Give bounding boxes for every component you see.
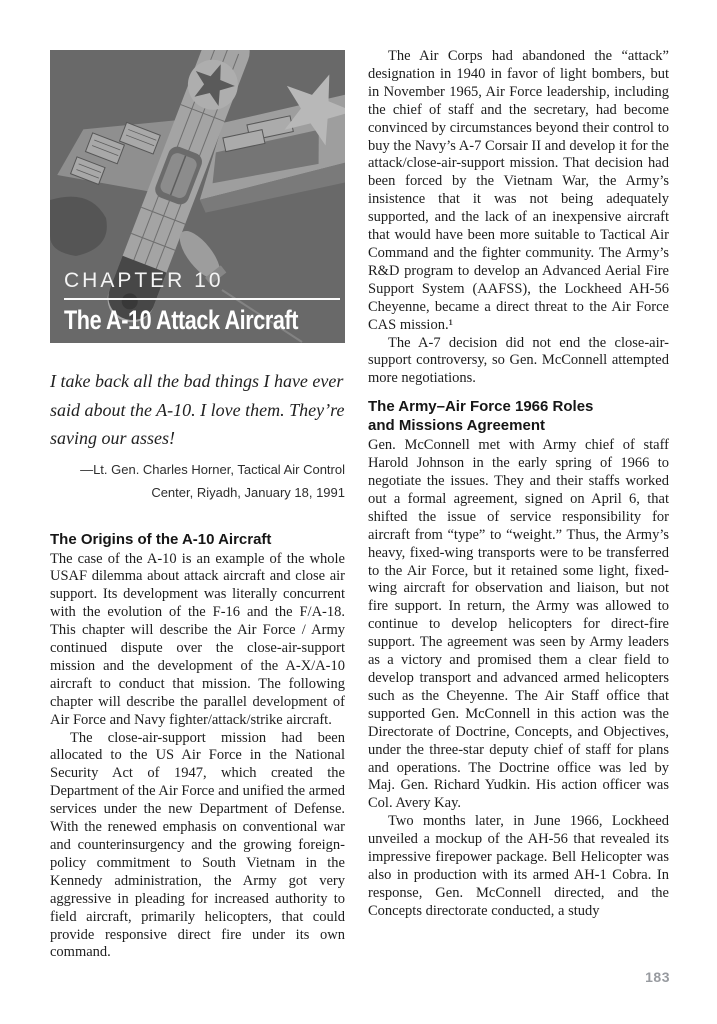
chapter-kicker: CHAPTER 10: [64, 269, 224, 292]
section-heading-roles-missions: [368, 397, 669, 435]
paragraph: The A-7 decision did not end the close-air-support controversy, so Gen. McConnell attempted more negotiations.: [368, 334, 669, 387]
right-column: [368, 48, 669, 921]
epigraph-quote: I take back all the bad things I have ever said about the A-10. I love them. They’re saving our asses!: [50, 371, 345, 448]
section-heading-origins: The Origins of the A-10 Aircraft: [50, 530, 272, 548]
paragraph: The Air Corps had abandoned the “attack” designation in 1940 in favor of light bombers, but in November 1965, Air Force leadership, including the chief of staff and the secretary, had become convinced by circumstances beyond their control to buy the Navy’s A-7 Corsair II and develop it for the attack/close-air-support mission. That decision had been forced by the Vietnam War, the Army’s insistence that it was not being adequately supported, and the lack of an inexpensive aircraft that would have been more suitable to Tactical Air Command and the fighter community. The Army’s R&D program to develop an Advanced Aerial Fire Support System (AAFSS), the Lockheed AH-56 Cheyenne, became a direct threat to the Air Force CAS mission.¹: [368, 48, 669, 333]
paragraph: The close-air-support mission had been allocated to the US Air Force in the National Security Act of 1947, which created the Department of the Air Force and unified the armed services under the new Department of Defense. With the renewed emphasis on conventional war and counterinsurgency and the growing foreign-policy commitment to South Vietnam in the Kennedy administration, the Army got very aggressive in pleading for increased authority to field aircraft, primarily helicopters, that could provide responsive direct fire under its own command.: [50, 729, 345, 961]
page-number: 183: [645, 969, 670, 985]
chapter-text-block: [64, 269, 340, 336]
section-heading-line-2: and Missions Agreement: [368, 417, 545, 435]
paragraph: Gen. McConnell met with Army chief of staff Harold Johnson in the early spring of 1966 to negotiate the issues. They and their staffs worked out a formal agreement, signed on April 6, that shifted the issue of service responsibility for aircraft from “type” to “weight.” Thus, the Army’s heavy, fixed-wing transports were to be transferred to the Air Force, but it retained some light, fixed-wing aircraft for observation and liaison, but not fire support. In return, the Army was allowed to continue to develop helicopters for direct-fire support. The agreement was seen by Army leaders as a victory and promised them a clear field to develop transport and advanced armed helicopters such as the Cheyenne. The Air Staff office that supported Gen. McConnell in this action was the Directorate of Doctrine, Concepts, and Objectives, under the three-star deputy chief of staff for plans and operations. The Doctrine office was led by Maj. Gen. Richard Yudkin. His action officer was Col. Avery Kay.: [368, 437, 669, 812]
chapter-title: The A-10 Attack Aircraft: [64, 305, 299, 335]
left-column: [50, 50, 345, 962]
chapter-header-box: [50, 50, 345, 343]
section-heading-line-1: The Army–Air Force 1966 Roles: [368, 398, 594, 416]
chapter-rule: [64, 298, 340, 300]
paragraph: Two months later, in June 1966, Lockheed unveiled a mockup of the AH-56 that revealed its impressive firepower package. Bell Helicopter was also in production with its armed AH-1 Cobra. In response, Gen. McConnell directed, and the Concepts directorate conducted, a study: [368, 813, 669, 919]
epigraph-attribution: [50, 458, 345, 504]
attribution-line-2: Center, Riyadh, January 18, 1991: [151, 484, 345, 500]
paragraph: The case of the A-10 is an example of the whole USAF dilemma about attack aircraft and close air support. Its development was literally concurrent with the evolution of the F-16 and the F/A-18. This chapter will describe the Air Force / Army continued dispute over the close-air-support mission and the development of the A-X/A-10 aircraft to conduct that mission. The following chapter will describe the parallel development of Air Force and Navy fighter/attack/strike aircraft.: [50, 550, 345, 728]
attribution-line-1: —Lt. Gen. Charles Horner, Tactical Air Control: [80, 461, 345, 477]
